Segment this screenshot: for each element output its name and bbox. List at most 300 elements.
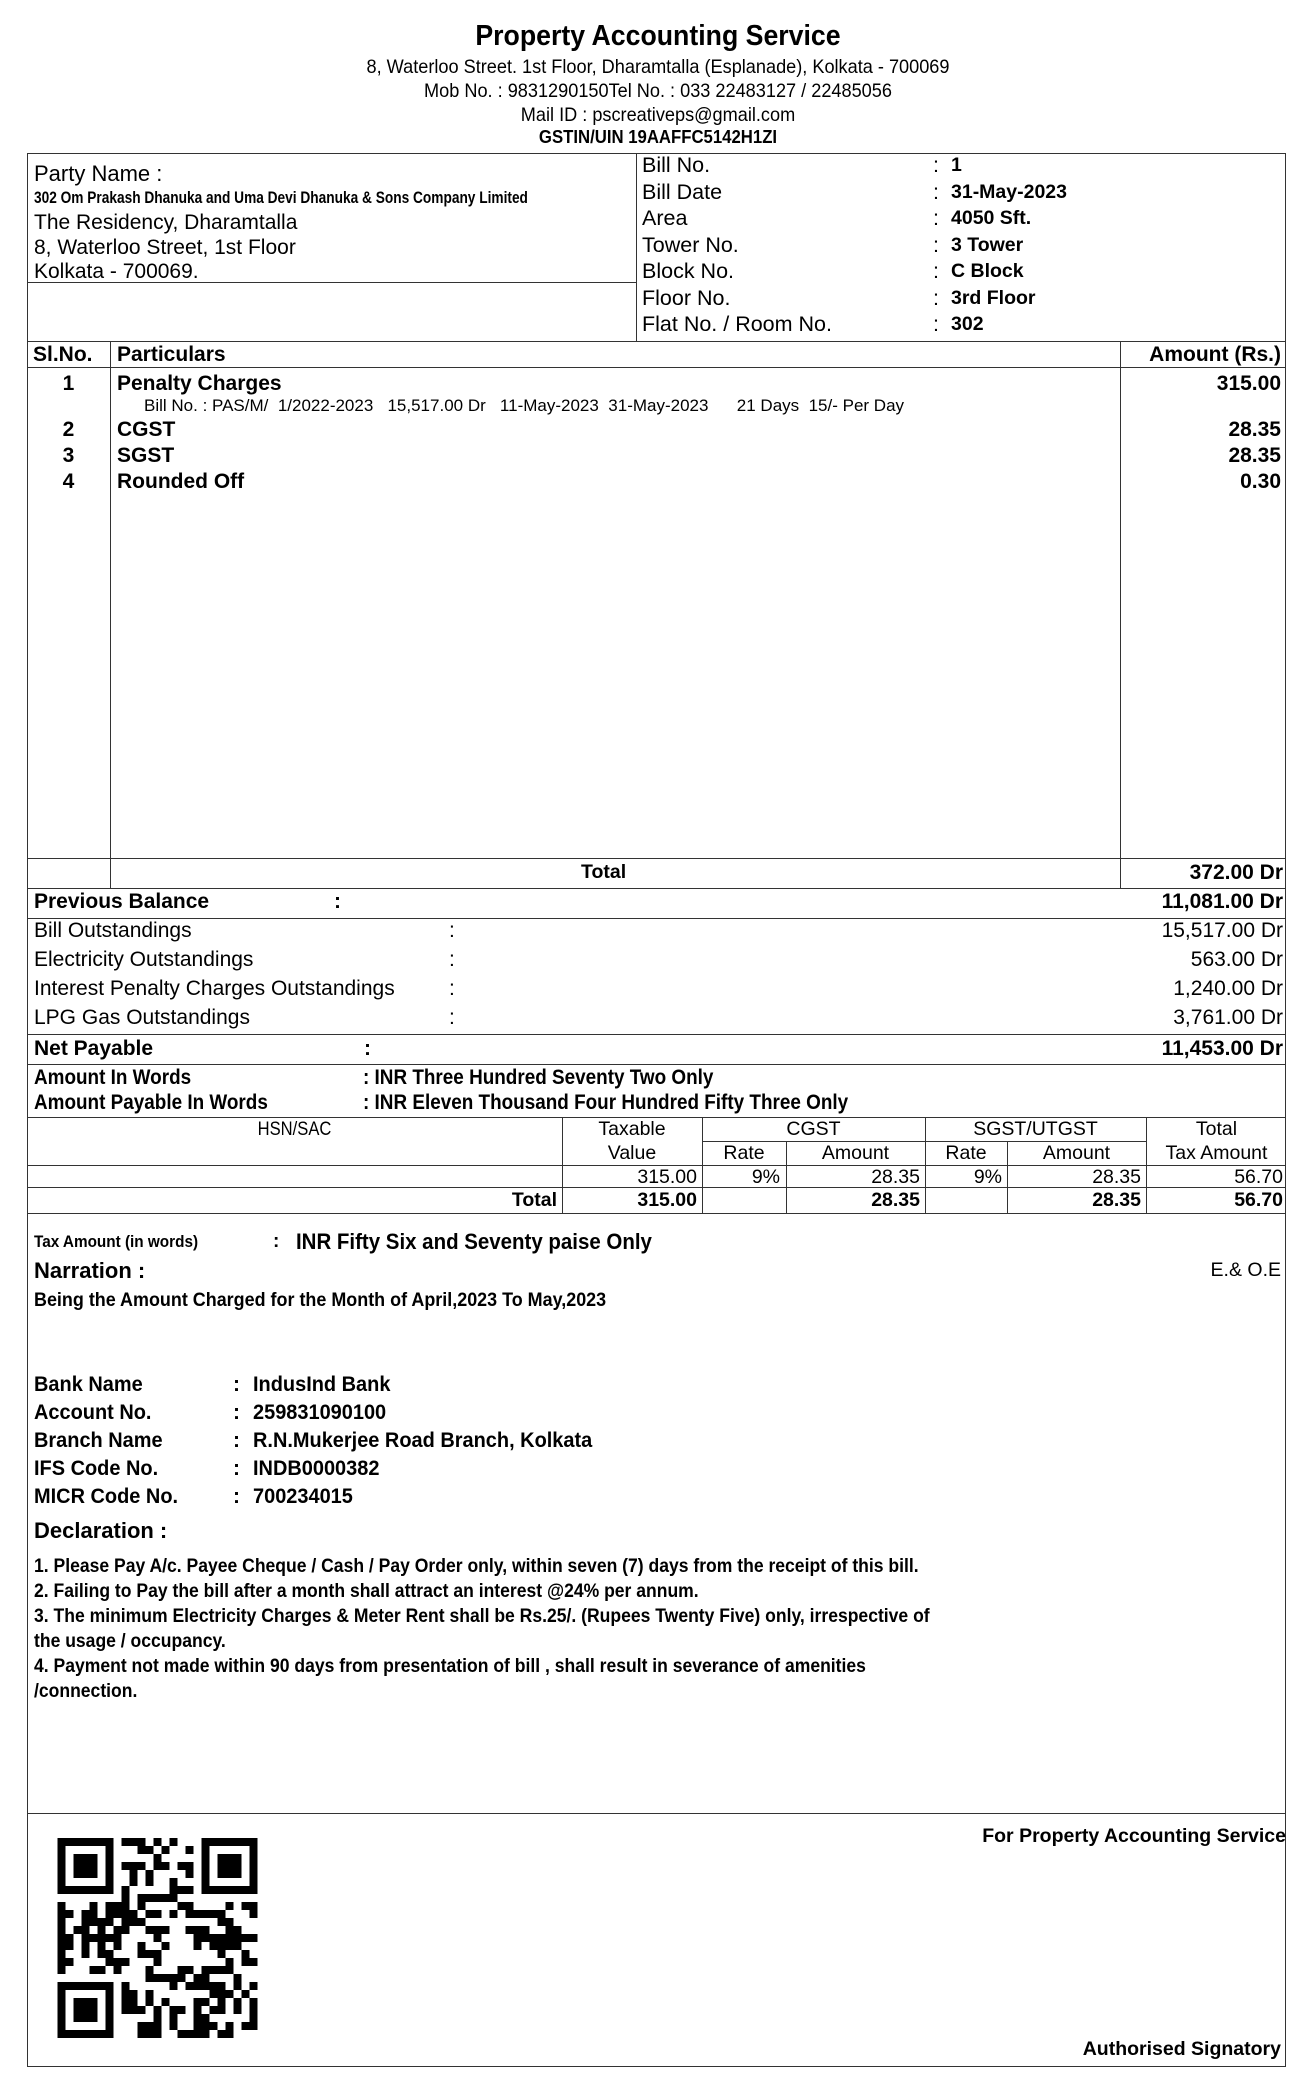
qr-module (250, 1878, 258, 1886)
item-name: Penalty Charges (117, 372, 282, 395)
qr-module (194, 1998, 202, 2006)
qr-module (154, 1974, 162, 1982)
qr-module (194, 1942, 202, 1950)
outstanding-value: 3,761.00 Dr (1173, 1006, 1283, 1029)
col-header-sl: Sl.No. (33, 343, 93, 366)
qr-module (170, 2006, 178, 2014)
qr-module (194, 2030, 202, 2038)
qr-module (106, 1854, 114, 1862)
qr-module (210, 1838, 218, 1846)
net-payable-label: Net Payable (34, 1037, 154, 1060)
qr-module (82, 2030, 90, 2038)
qr-module (154, 1854, 162, 1862)
qr-module (170, 2022, 178, 2030)
qr-module (186, 1846, 194, 1854)
bill-info-label: Area (642, 206, 688, 230)
qr-module (154, 1950, 162, 1958)
sl-no: 1 (62, 372, 75, 395)
qr-module (58, 1950, 66, 1958)
qr-module (122, 1902, 130, 1910)
qr-module (90, 1966, 98, 1974)
colon: : (233, 1429, 240, 1452)
qr-module (82, 1950, 90, 1958)
sl-no: 3 (62, 444, 75, 467)
item-detail: Bill No. : PAS/M/ 1/2022-2023 15,517.00 Dr 11-May-2023 31-May-2023 21 Days 15/- Per Day (144, 396, 905, 415)
qr-module (122, 1926, 130, 1934)
item-amount: 315.00 (1216, 372, 1281, 395)
qr-module (98, 1918, 106, 1926)
qr-module (218, 1870, 226, 1878)
qr-module (154, 1958, 162, 1966)
qr-module (226, 1854, 234, 1862)
qr-module (130, 1990, 138, 1998)
qr-module (250, 1934, 258, 1942)
qr-module (234, 1926, 242, 1934)
qr-module (234, 2006, 242, 2014)
qr-module (66, 2030, 74, 2038)
declaration-line: 4. Payment not made within 90 days from presentation of bill , shall result in severance of amenities (34, 1655, 866, 1677)
qr-module (90, 2014, 98, 2022)
qr-module (82, 2006, 90, 2014)
qr-module (82, 1870, 90, 1878)
qr-module (202, 1998, 210, 2006)
bank-value: 259831090100 (253, 1401, 387, 1424)
qr-module (106, 1934, 114, 1942)
qr-module (130, 1918, 138, 1926)
qr-module (98, 1950, 106, 1958)
qr-module (122, 1838, 130, 1846)
bank-label: Account No. (34, 1401, 152, 1424)
qr-module (58, 1918, 66, 1926)
total-tax-cell: 56.70 (1234, 1166, 1283, 1188)
amount-words-label: Amount In Words (34, 1066, 192, 1089)
cgst-rate-cell: 9% (751, 1166, 780, 1188)
qr-module (58, 2030, 66, 2038)
qr-module (106, 1886, 114, 1894)
colon: : (449, 1006, 455, 1029)
qr-module (146, 2022, 154, 2030)
qr-module (186, 1870, 194, 1878)
qr-module (218, 1982, 226, 1990)
qr-module (58, 1942, 66, 1950)
qr-module (74, 2030, 82, 2038)
qr-module (106, 1838, 114, 1846)
qr-module (122, 1910, 130, 1918)
taxable-header: Value (607, 1142, 657, 1164)
qr-module (66, 1910, 74, 1918)
qr-module (66, 1886, 74, 1894)
qr-module (138, 1942, 146, 1950)
qr-module (58, 1982, 66, 1990)
qr-module (242, 1950, 250, 1958)
qr-module (82, 1998, 90, 2006)
qr-module (58, 2014, 66, 2022)
sgst-amount-cell: 28.35 (1092, 1166, 1141, 1188)
payable-words-label: Amount Payable In Words (34, 1091, 268, 1114)
qr-module (226, 1886, 234, 1894)
qr-module (170, 2014, 178, 2022)
qr-module (82, 1982, 90, 1990)
qr-module (250, 1910, 258, 1918)
qr-module (154, 2022, 162, 2030)
qr-module (106, 2030, 114, 2038)
qr-module (82, 1862, 90, 1870)
qr-module (122, 1886, 130, 1894)
qr-module (234, 1886, 242, 1894)
bill-info-value: 302 (951, 313, 984, 335)
qr-module (234, 1982, 242, 1990)
colon: : (364, 1037, 371, 1060)
company-address: 8, Waterloo Street. 1st Floor, Dharamtalla (Esplanade), Kolkata - 700069 (366, 56, 950, 78)
qr-module (130, 1862, 138, 1870)
declaration-line: the usage / occupancy. (34, 1630, 226, 1652)
qr-module (210, 2006, 218, 2014)
qr-module (106, 1958, 114, 1966)
outstanding-value: 1,240.00 Dr (1173, 977, 1283, 1000)
qr-module (58, 2006, 66, 2014)
qr-module (146, 1878, 154, 1886)
tax-total-label: Total (511, 1189, 557, 1211)
qr-module (74, 2006, 82, 2014)
declaration-line: 3. The minimum Electricity Charges & Meter Rent shall be Rs.25/. (Rupees Twenty Five) only, irrespective of (34, 1605, 930, 1627)
qr-module (242, 1886, 250, 1894)
qr-module (138, 2006, 146, 2014)
qr-module (194, 1982, 202, 1990)
qr-module (186, 2030, 194, 2038)
qr-module (186, 1902, 194, 1910)
qr-module (202, 1910, 210, 1918)
qr-module (202, 2014, 210, 2022)
qr-module (194, 2022, 202, 2030)
bill-info-value: 3rd Floor (951, 286, 1036, 309)
narration-text: Being the Amount Charged for the Month of April,2023 To May,2023 (34, 1289, 607, 1311)
qr-module (138, 1838, 146, 1846)
sgst-rate-cell: 9% (973, 1166, 1002, 1188)
qr-module (90, 1918, 98, 1926)
qr-module (154, 1862, 162, 1870)
taxable-cell: 315.00 (637, 1166, 697, 1188)
col-header-particulars: Particulars (117, 343, 226, 366)
colon: : (449, 948, 455, 971)
qr-module (234, 1974, 242, 1982)
tax-words-label: Tax Amount (in words) (34, 1232, 199, 1251)
qr-module (58, 1902, 66, 1910)
outstanding-label: Interest Penalty Charges Outstandings (34, 977, 395, 1000)
declaration-line: 1. Please Pay A/c. Payee Cheque / Cash / Pay Order only, within seven (7) days from the receipt of this bill. (34, 1555, 919, 1577)
bank-value: R.N.Mukerjee Road Branch, Kolkata (253, 1429, 593, 1452)
qr-module (218, 1862, 226, 1870)
qr-module (122, 1982, 130, 1990)
qr-module (146, 1950, 154, 1958)
qr-module (218, 1990, 226, 1998)
company-gstin: GSTIN/UIN 19AAFFC5142H1ZI (538, 127, 778, 147)
qr-module (202, 1854, 210, 1862)
qr-module (250, 1854, 258, 1862)
qr-module (170, 1838, 178, 1846)
qr-module (66, 1934, 74, 1942)
qr-module (186, 1886, 194, 1894)
qr-module (250, 1982, 258, 1990)
qr-module (106, 1990, 114, 1998)
qr-module (154, 2006, 162, 2014)
qr-module (226, 1990, 234, 1998)
colon: : (233, 1373, 240, 1396)
qr-module (106, 1878, 114, 1886)
bill-info-label: Bill No. (642, 153, 711, 177)
taxable-header: Taxable (598, 1118, 666, 1140)
qr-module (146, 2030, 154, 2038)
qr-module (194, 2006, 202, 2014)
qr-module (194, 1910, 202, 1918)
qr-module (202, 1862, 210, 1870)
qr-module (146, 1870, 154, 1878)
previous-balance-value: 11,081.00 Dr (1161, 890, 1283, 913)
colon: : (233, 1401, 240, 1424)
qr-module (218, 1910, 226, 1918)
qr-module (178, 1862, 186, 1870)
item-amount: 0.30 (1240, 470, 1281, 493)
qr-module (58, 1878, 66, 1886)
company-name: Property Accounting Service (475, 20, 841, 52)
qr-module (74, 1982, 82, 1990)
qr-module (98, 1838, 106, 1846)
qr-module (90, 1998, 98, 2006)
qr-module (202, 1886, 210, 1894)
qr-module (178, 1886, 186, 1894)
qr-module (218, 1942, 226, 1950)
colon: : (334, 890, 341, 913)
qr-module (226, 1838, 234, 1846)
qr-module (154, 1926, 162, 1934)
qr-module (210, 1966, 218, 1974)
qr-module (114, 1926, 122, 1934)
qr-module (210, 1990, 218, 1998)
qr-module (106, 1902, 114, 1910)
qr-module (202, 1878, 210, 1886)
qr-module (138, 1950, 146, 1958)
qr-module (210, 1982, 218, 1990)
qr-module (138, 1918, 146, 1926)
qr-module (122, 1958, 130, 1966)
qr-module (170, 1982, 178, 1990)
qr-module (98, 1982, 106, 1990)
qr-module (154, 2030, 162, 2038)
qr-module (186, 1862, 194, 1870)
qr-module (106, 2022, 114, 2030)
qr-module (250, 1998, 258, 2006)
qr-module (186, 1982, 194, 1990)
qr-module (162, 1926, 170, 1934)
qr-module (74, 1838, 82, 1846)
qr-module (226, 1942, 234, 1950)
qr-module (186, 1910, 194, 1918)
qr-module (58, 1990, 66, 1998)
hsn-header: HSN/SAC (257, 1118, 332, 1140)
qr-module (58, 1958, 66, 1966)
qr-module (90, 2030, 98, 2038)
net-payable-value: 11,453.00 Dr (1161, 1037, 1283, 1060)
qr-module (74, 1862, 82, 1870)
colon: : (933, 312, 939, 336)
qr-module (114, 1966, 122, 1974)
qr-module (58, 1886, 66, 1894)
qr-module (202, 1966, 210, 1974)
qr-module (218, 2030, 226, 2038)
qr-module (82, 1918, 90, 1926)
qr-module (66, 1942, 74, 1950)
qr-module (242, 1990, 250, 1998)
qr-module (138, 1894, 146, 1902)
qr-module (74, 1870, 82, 1878)
divider (110, 341, 111, 888)
qr-module (82, 1838, 90, 1846)
qr-module (82, 1910, 90, 1918)
qr-module (122, 1990, 130, 1998)
qr-module (90, 1862, 98, 1870)
qr-module (154, 1894, 162, 1902)
qr-module (250, 2006, 258, 2014)
qr-module (226, 1862, 234, 1870)
qr-module (146, 1974, 154, 1982)
qr-module (106, 1862, 114, 1870)
qr-module (90, 1934, 98, 1942)
colon: : (933, 206, 939, 230)
bill-info-value: 4050 Sft. (951, 207, 1032, 229)
declaration-title: Declaration : (34, 1518, 168, 1543)
qr-module (234, 1942, 242, 1950)
authorised-signatory-label: Authorised Signatory (1082, 2038, 1281, 2060)
qr-module (242, 2022, 250, 2030)
qr-module (210, 1942, 218, 1950)
bank-label: IFS Code No. (34, 1457, 159, 1480)
colon: : (449, 919, 455, 942)
qr-module (146, 1926, 154, 1934)
qr-module (106, 1982, 114, 1990)
qr-module (146, 1990, 154, 1998)
qr-module (202, 2022, 210, 2030)
qr-module (122, 1862, 130, 1870)
qr-module (162, 1974, 170, 1982)
colon: : (933, 153, 939, 177)
qr-module (58, 1926, 66, 1934)
qr-module (74, 1854, 82, 1862)
qr-module (58, 1862, 66, 1870)
qr-module (154, 2014, 162, 2022)
tax-total-taxable: 315.00 (637, 1189, 697, 1211)
party-name: 302 Om Prakash Dhanuka and Uma Devi Dhanuka & Sons Company Limited (34, 189, 528, 207)
qr-module (130, 1870, 138, 1878)
qr-module (226, 1966, 234, 1974)
qr-module (58, 1966, 66, 1974)
qr-module (218, 1886, 226, 1894)
col-header-amount: Amount (Rs.) (1149, 343, 1281, 366)
qr-module (226, 1958, 234, 1966)
qr-module (106, 1998, 114, 2006)
qr-module (138, 1902, 146, 1910)
sgst-amount-header: Amount (1042, 1142, 1111, 1164)
qr-module (122, 1894, 130, 1902)
sl-no: 4 (62, 470, 75, 493)
qr-module (218, 2006, 226, 2014)
item-name: Rounded Off (117, 470, 245, 493)
qr-module (242, 1958, 250, 1966)
qr-module (234, 1998, 242, 2006)
qr-module (82, 1854, 90, 1862)
qr-module (194, 1934, 202, 1942)
qr-module (138, 2022, 146, 2030)
qr-module (234, 1854, 242, 1862)
qr-module (202, 1974, 210, 1982)
qr-code-icon (52, 1838, 263, 2038)
eoe-text: E.& O.E (1210, 1259, 1281, 1281)
divider (27, 858, 1286, 859)
qr-module (226, 1926, 234, 1934)
qr-module (82, 2014, 90, 2022)
qr-module (106, 2014, 114, 2022)
qr-module (146, 1966, 154, 1974)
qr-module (234, 1870, 242, 1878)
qr-module (122, 1998, 130, 2006)
qr-module (146, 1894, 154, 1902)
qr-module (138, 1846, 146, 1854)
qr-module (130, 2006, 138, 2014)
bill-info-label: Tower No. (642, 232, 739, 257)
cgst-amount-cell: 28.35 (871, 1166, 920, 1188)
qr-module (226, 2022, 234, 2030)
party-label: Party Name : (34, 161, 163, 186)
qr-module (138, 1862, 146, 1870)
colon: : (273, 1231, 280, 1252)
for-company-label: For Property Accounting Service (982, 1825, 1286, 1847)
qr-module (202, 1846, 210, 1854)
qr-module (90, 1910, 98, 1918)
total-tax-header: Tax Amount (1165, 1142, 1268, 1164)
qr-module (162, 1998, 170, 2006)
qr-module (114, 1902, 122, 1910)
qr-module (130, 1910, 138, 1918)
qr-module (90, 1854, 98, 1862)
qr-module (194, 2014, 202, 2022)
qr-module (90, 1838, 98, 1846)
qr-module (130, 1878, 138, 1886)
tax-total-sgst: 28.35 (1092, 1189, 1141, 1211)
bill-info-value: C Block (951, 260, 1024, 282)
company-phones: Mob No. : 9831290150Tel No. : 033 22483127 / 22485056 (424, 80, 892, 102)
tax-words-value: INR Fifty Six and Seventy paise Only (296, 1229, 652, 1254)
qr-module (226, 1902, 234, 1910)
bill-info-label: Bill Date (642, 179, 723, 204)
sl-no: 2 (62, 418, 75, 441)
qr-module (194, 1926, 202, 1934)
qr-module (250, 1958, 258, 1966)
bill-info-value: 31-May-2023 (951, 180, 1067, 203)
total-tax-header: Total (1195, 1118, 1238, 1140)
qr-module (162, 1894, 170, 1902)
colon: : (449, 977, 455, 1000)
qr-module (106, 1950, 114, 1958)
cgst-header: CGST (786, 1118, 841, 1140)
qr-module (90, 1886, 98, 1894)
bank-label: MICR Code No. (34, 1485, 179, 1508)
qr-module (98, 1886, 106, 1894)
bill-info-label: Floor No. (642, 285, 731, 310)
qr-module (178, 2006, 186, 2014)
qr-module (210, 1886, 218, 1894)
cgst-rate-header: Rate (723, 1142, 765, 1164)
qr-module (226, 2030, 234, 2038)
colon: : (933, 259, 939, 283)
qr-module (202, 1926, 210, 1934)
